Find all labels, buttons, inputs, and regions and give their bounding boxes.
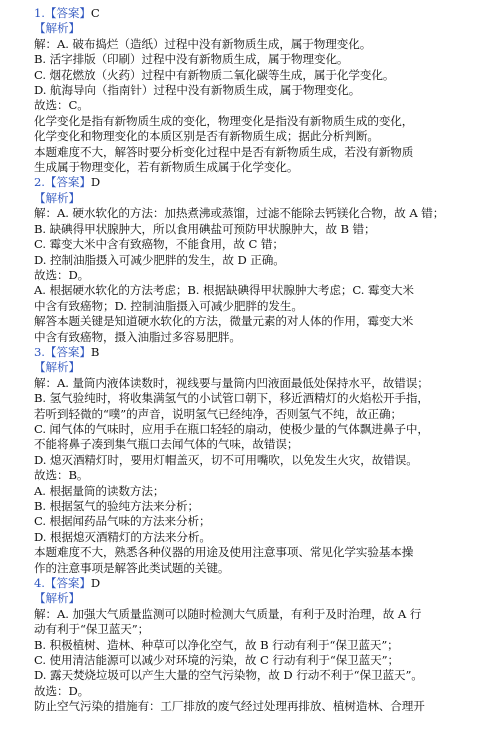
text-line: 故选：C。 bbox=[34, 98, 89, 113]
text-line: B. 活字排版（印刷）过程中没有新物质生成，属于物理变化。 bbox=[34, 52, 349, 67]
text-line: 故选：B。 bbox=[34, 468, 89, 483]
text-line: D. 航海导向（指南针）过程中没有新物质生成，属于物理变化。 bbox=[34, 83, 361, 98]
answer-letter: D bbox=[90, 175, 101, 190]
text-line: 本题难度不大，熟悉各种仪器的用途及使用注意事项、常见化学实验基本操 bbox=[34, 545, 414, 560]
text-line: C. 根据闻药品气味的方法来分析； bbox=[34, 514, 211, 529]
text-line: B. 积极植树、造林、种草可以净化空气，故 B 行动有利于“保卫蓝天”； bbox=[34, 637, 399, 652]
text-line: 故选：D。 bbox=[34, 683, 90, 698]
text-line: D. 控制油脂摄入可减少肥胖的发生，故 D 正确。 bbox=[34, 252, 285, 267]
text-line: 故选：D。 bbox=[34, 267, 90, 282]
question-number: 2. bbox=[34, 175, 45, 190]
text-line: 解：A. 硬水软化的方法：加热煮沸或蒸馏，过滤不能除去钙镁化合物，故 A 错； bbox=[34, 206, 445, 221]
text-line: 生成属于物理变化，若有新物质生成属于化学变化。 bbox=[34, 160, 299, 175]
answer-letter: B bbox=[90, 344, 100, 359]
question-number: 4. bbox=[34, 576, 45, 591]
text-line: C. 闻气体的气味时，应用手在瓶口轻轻的扇动，使极少量的气体飘进鼻子中， bbox=[34, 421, 429, 436]
text-line: A. 根据量筒的读数方法； bbox=[34, 483, 165, 498]
text-line: 解答本题关键是知道硬水软化的方法，微量元素的对人体的作用，霉变大米 bbox=[34, 314, 414, 329]
text-line: D. 熄灭酒精灯时，要用灯帽盖灭，切不可用嘴吹，以免发生火灾，故错误。 bbox=[34, 452, 418, 467]
question-number: 1. bbox=[34, 6, 45, 20]
text-line: 化学变化是指有新物质生成的变化，物理变化是指没有新物质生成的变化， bbox=[34, 113, 414, 128]
text-line: 若听到轻微的“噗”的声音，说明氢气已经纯净，否则氢气不纯，故正确； bbox=[34, 406, 402, 421]
answer-letter: C bbox=[90, 6, 100, 20]
text-line: 中含有致癌物；D. 控制油脂摄入可减少肥胖的发生。 bbox=[34, 298, 303, 313]
text-line: B. 缺碘得甲状腺肿大，所以食用碘盐可预防甲状腺肿大，故 B 错； bbox=[34, 221, 376, 236]
text-line: 作的注意事项是解答此类试题的关键。 bbox=[34, 560, 230, 575]
question-number: 3. bbox=[34, 344, 45, 359]
text-line: D. 根据熄灭酒精灯的方法来分析。 bbox=[34, 529, 211, 544]
answer-tag: 【答案】 bbox=[44, 175, 91, 190]
analysis-heading: 【解析】 bbox=[34, 360, 80, 375]
answer-tag: 【答案】 bbox=[44, 344, 91, 359]
answer-tag: 【答案】 bbox=[44, 576, 91, 591]
answer-line bbox=[34, 345, 475, 360]
text-line: A. 根据硬水软化的方法考虑；B. 根据缺碘得甲状腺肿大考虑；C. 霉变大米 bbox=[34, 283, 414, 298]
text-line: 解：A. 破布捣烂（造纸）过程中没有新物质生成，属于物理变化。 bbox=[34, 36, 372, 51]
text-line: D. 露天焚烧垃圾可以产生大量的空气污染物，故 D 行动不利于“保卫蓝天”。 bbox=[34, 668, 423, 683]
answer-line bbox=[34, 6, 475, 21]
text-line: 动有利于“保卫蓝天”； bbox=[34, 622, 150, 637]
text-line: C. 烟花燃放（火药）过程中有新物质二氧化碳等生成，属于化学变化。 bbox=[34, 67, 395, 82]
text-line: 防止空气污染的措施有：工厂排放的废气经过处理再排放、植树造林、合理开 bbox=[34, 699, 425, 714]
analysis-heading: 【解析】 bbox=[34, 21, 80, 36]
text-line: C. 使用清洁能源可以减少对环境的污染，故 C 行动有利于“保卫蓝天”； bbox=[34, 653, 399, 668]
answer-letter: D bbox=[90, 576, 101, 591]
text-line: 中含有致癌物，摄入油脂过多容易肥胖。 bbox=[34, 329, 241, 344]
text-line: 解：A. 量筒内液体读数时，视线要与量筒内凹液面最低处保持水平，故错误； bbox=[34, 375, 429, 390]
text-line: 化学变化和物理变化的本质区别是否有新物质生成；据此分析判断。 bbox=[34, 129, 379, 144]
analysis-heading: 【解析】 bbox=[34, 591, 80, 606]
text-line: C. 霉变大米中含有致癌物，不能食用，故 C 错； bbox=[34, 237, 284, 252]
text-line: B. 根据氢气的验纯方法来分析； bbox=[34, 499, 200, 513]
text-line: 不能将鼻子凑到集气瓶口去闻气体的气味，故错误； bbox=[34, 437, 299, 452]
answer-tag: 【答案】 bbox=[44, 6, 91, 20]
text-line: 解：A. 加强大气质量监测可以随时检测大气质量，有利于及时治理，故 A 行 bbox=[34, 606, 422, 621]
answer-line bbox=[34, 175, 475, 190]
text-line: B. 氢气验纯时，将收集满氢气的小试管口朝下，移近酒精灯的火焰松开手指， bbox=[34, 391, 429, 406]
text-line: 本题难度不大，解答时要分析变化过程中是否有新物质生成，若没有新物质 bbox=[34, 144, 414, 159]
analysis-heading: 【解析】 bbox=[34, 190, 80, 205]
answer-line bbox=[34, 576, 475, 591]
